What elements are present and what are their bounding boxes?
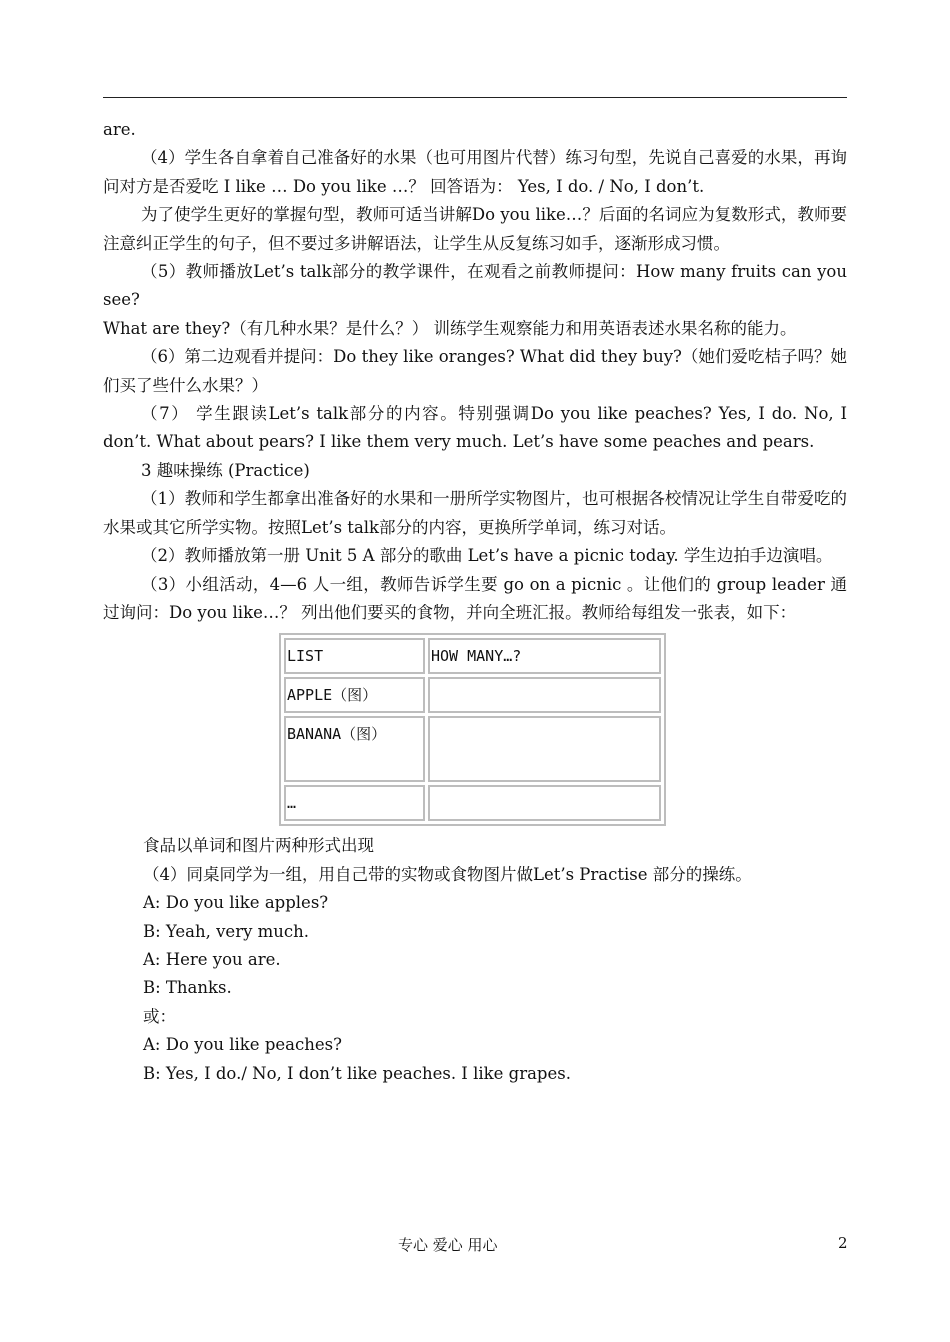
table-cell [428, 677, 661, 713]
paragraph: （3）小组活动，4—6 人一组，教师告诉学生要 go on a picnic 。让他们的 group leader 通过询问：Do you like…？ 列出他们要买的食物，并向全班汇报。教师给每组发一张表，如下： [103, 574, 847, 622]
dialogue-line: A: Do you like apples? [143, 893, 329, 913]
paragraph: 或： [143, 1006, 176, 1026]
table-cell [428, 716, 661, 782]
section-heading: 3 趣味操练 (Practice) [141, 460, 310, 480]
footer-motto: 专心 爱心 用心 [398, 1236, 498, 1254]
page-number: 2 [838, 1234, 848, 1252]
paragraph: are. [103, 120, 136, 139]
paragraph: What are they?（有几种水果？是什么？） 训练学生观察能力和用英语表述水果名称的能力。 [103, 318, 797, 338]
paragraph: 为了使学生更好的掌握句型，教师可适当讲解Do you like…？后面的名词应为复数形式，教师要注意纠正学生的句子，但不要过多讲解语法，让学生从反复练习如手，逐渐形成习惯。 [103, 205, 847, 253]
shopping-list-table [279, 633, 666, 826]
dialogue-line: A: Here you are. [143, 949, 281, 969]
table-cell: … [284, 785, 425, 821]
table-cell [428, 785, 661, 821]
table-cell: APPLE（图） [284, 677, 425, 713]
table-row [284, 785, 661, 821]
dialogue-line: B: Yeah, very much. [143, 921, 310, 941]
table-cell: LIST [284, 638, 425, 674]
dialogue-line: B: Yes, I do./ No, I don’t like peaches. I like grapes. [143, 1063, 571, 1083]
table-row [284, 677, 661, 713]
header-rule [103, 97, 847, 98]
dialogue-line: A: Do you like peaches? [143, 1035, 342, 1055]
document-body [103, 116, 847, 1088]
paragraph: （2）教师播放第一册 Unit 5 A 部分的歌曲 Let’s have a picnic today. 学生边拍手边演唱。 [141, 546, 833, 566]
table-row [284, 716, 661, 782]
table-row [284, 638, 661, 674]
table-cell: HOW MANY…? [428, 638, 661, 674]
paragraph: （6）第二边观看并提问：Do they like oranges? What did they buy?（她们爱吃桔子吗？她们买了些什么水果？） [103, 347, 847, 395]
paragraph: （5）教师播放Let’s talk部分的教学课件，在观看之前教师提问：How many fruits can you see? [103, 262, 847, 310]
paragraph: （1）教师和学生都拿出准备好的水果和一册所学实物图片，也可根据各校情况让学生自带爱吃的水果或其它所学实物。按照Let’s talk部分的内容，更换所学单词，练习对话。 [103, 489, 847, 537]
paragraph: （4）学生各自拿着自己准备好的水果（也可用图片代替）练习句型，先说自己喜爱的水果，再询问对方是否爱吃 I like … Do you like …？ 回答语为： Yes, I do. / No, I don’t. [103, 148, 847, 196]
paragraph: 食品以单词和图片两种形式出现 [143, 836, 374, 856]
table-cell: BANANA（图） [284, 716, 425, 782]
paragraph: （4）同桌同学为一组，用自己带的实物或食物图片做Let’s Practise 部分的操练。 [143, 864, 752, 884]
paragraph: （7） 学生跟读Let’s talk部分的内容。特别强调Do you like peaches? Yes, I do. No, I don’t. What about pears? I like them very much. Let’s have some peaches and pears. [103, 404, 847, 452]
dialogue-line: B: Thanks. [143, 978, 232, 998]
